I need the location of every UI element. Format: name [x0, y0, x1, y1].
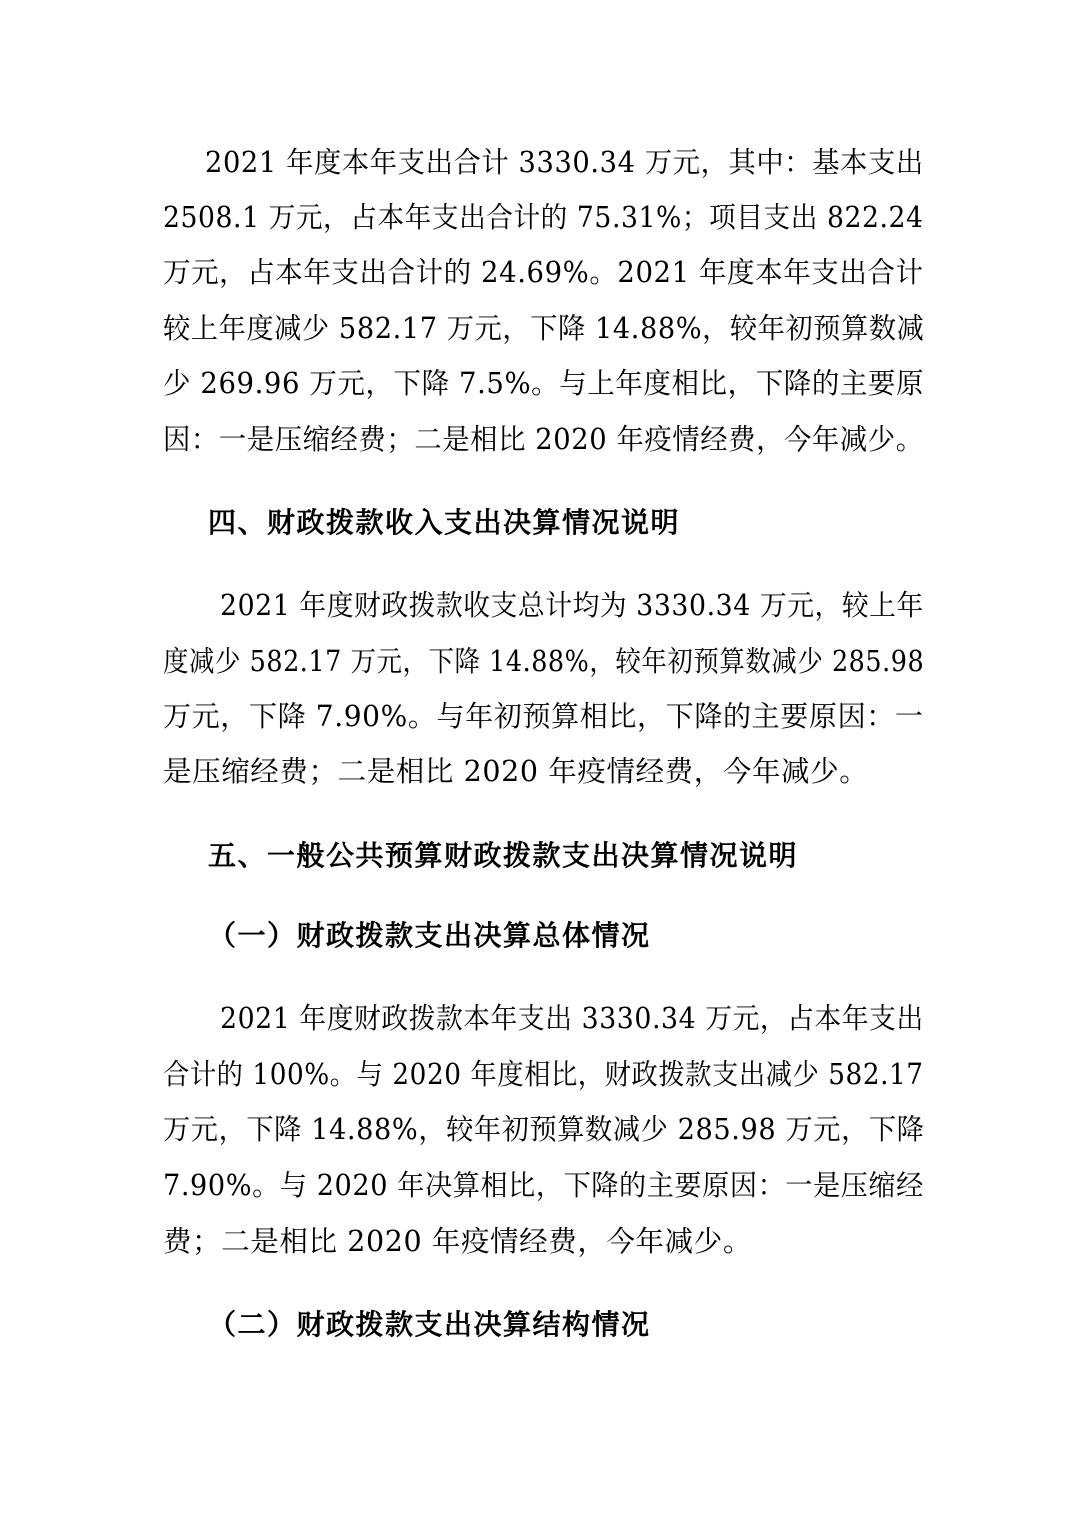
paragraph-line: 因：一是压缩经费；二是相比 2020 年疫情经费，今年减少。	[163, 423, 924, 456]
paragraph-line: 2021 年度财政拨款本年支出 3330.34 万元，占本年支出	[220, 1002, 924, 1035]
paragraph-line: 度减少 582.17 万元，下降 14.88%，较年初预算数减少 285.98	[163, 645, 925, 678]
paragraph-line: 万元，下降 14.88%，较年初预算数减少 285.98 万元，下降	[163, 1113, 925, 1146]
paragraph-line: 2021 年度本年支出合计 3330.34 万元，其中：基本支出	[205, 146, 924, 179]
paragraph-line: 是压缩经费；二是相比 2020 年疫情经费，今年减少。	[163, 755, 869, 788]
section-heading-4: 四、财政拨款收入支出决算情况说明	[208, 506, 681, 539]
subsection-heading-2: （二）财政拨款支出决算结构情况	[208, 1308, 651, 1341]
paragraph-line: 2021 年度财政拨款收支总计均为 3330.34 万元，较上年	[220, 589, 924, 622]
paragraph-line: 合计的 100%。与 2020 年度相比，财政拨款支出减少 582.17	[163, 1058, 924, 1091]
paragraph-line: 费；二是相比 2020 年疫情经费，今年减少。	[163, 1225, 752, 1258]
paragraph-line: 万元，下降 7.90%。与年初预算相比，下降的主要原因：一	[163, 700, 924, 733]
paragraph-line: 万元，占本年支出合计的 24.69%。2021 年度本年支出合计	[163, 256, 924, 289]
paragraph-line: 2508.1 万元，占本年支出合计的 75.31%；项目支出 822.24	[163, 201, 924, 234]
paragraph-line: 少 269.96 万元，下降 7.5%。与上年度相比，下降的主要原	[163, 367, 925, 400]
paragraph-line: 7.90%。与 2020 年决算相比，下降的主要原因：一是压缩经	[163, 1169, 924, 1202]
paragraph-line: 较上年度减少 582.17 万元，下降 14.88%，较年初预算数减	[163, 312, 925, 345]
section-heading-5: 五、一般公共预算财政拨款支出决算情况说明	[208, 839, 799, 872]
subsection-heading-1: （一）财政拨款支出决算总体情况	[208, 919, 651, 952]
